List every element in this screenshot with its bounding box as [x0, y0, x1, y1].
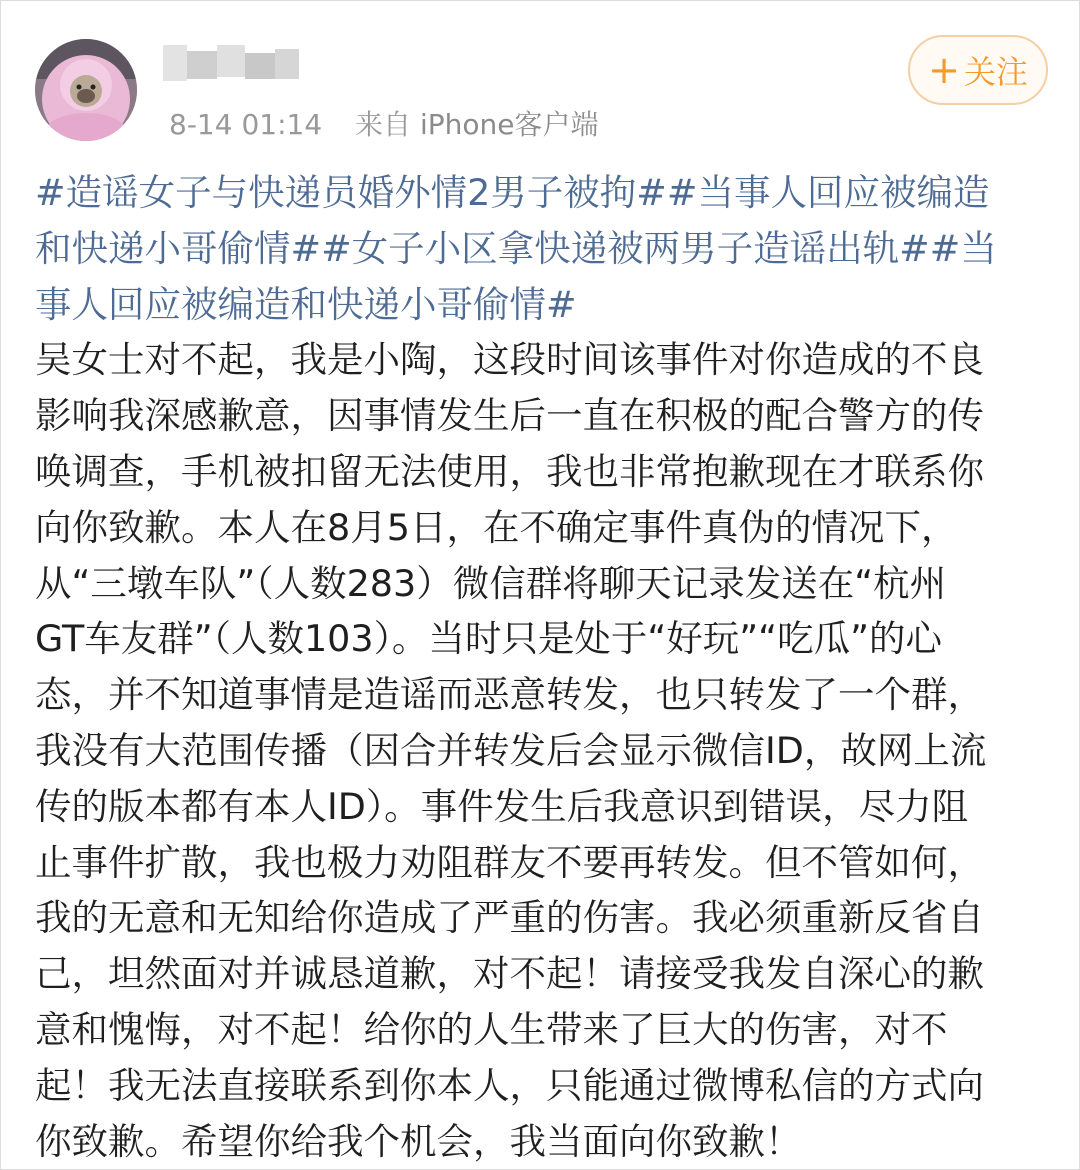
hashtag-line[interactable]: 和快递小哥偷情##女子小区拿快递被两男子造谣出轨##当 [35, 226, 997, 270]
body-line: 我没有大范围传播（因合并转发后会显示微信ID，故网上流 [35, 728, 987, 772]
source-prefix: 来自 [355, 108, 412, 141]
body-line: 向你致歉。本人在8月5日，在不确定事件真伪的情况下， [35, 505, 958, 549]
avatar-dog-icon [35, 39, 137, 141]
avatar[interactable] [35, 39, 137, 141]
body-line: 意和愧悔，对不起！给你的人生带来了巨大的伤害，对不 [35, 1007, 948, 1051]
post-body [35, 332, 1051, 1169]
hashtag-block[interactable] [35, 165, 1051, 332]
post-header [1, 1, 1080, 151]
plus-icon: + [928, 48, 960, 92]
body-line: 我的无意和无知给你造成了严重的伤害。我必须重新反省自 [35, 896, 984, 940]
hashtag-line[interactable]: #造谣女子与快递员婚外情2男子被拘##当事人回应被编造 [35, 171, 990, 214]
body-line: 影响我深感歉意，因事情发生后一直在积极的配合警方的传 [35, 394, 984, 438]
post-content [35, 165, 1051, 1169]
follow-label: 关注 [963, 53, 1028, 91]
body-line: 唤调查，手机被扣留无法使用，我也非常抱歉现在才联系你 [35, 449, 984, 493]
post-meta [169, 103, 598, 143]
username-blurred[interactable] [163, 45, 299, 81]
source-client[interactable]: iPhone客户端 [419, 108, 599, 141]
body-line: 从“三墩车队”（人数283）微信群将聊天记录发送在“杭州 [35, 561, 947, 605]
body-line: 传的版本都有本人ID）。事件发生后我意识到错误，尽力阻 [35, 784, 969, 828]
body-line: 吴女士对不起，我是小陶，这段时间该事件对你造成的不良 [35, 338, 984, 382]
body-line: 止事件扩散，我也极力劝阻群友不要再转发。但不管如何， [35, 840, 984, 884]
follow-button[interactable] [908, 35, 1048, 105]
body-line: 态，并不知道事情是造谣而恶意转发，也只转发了一个群， [35, 673, 984, 717]
hashtag-line[interactable]: 事人回应被编造和快递小哥偷情# [35, 282, 577, 326]
body-line: 起！我无法直接联系到你本人，只能通过微博私信的方式向 [35, 1063, 984, 1107]
body-line: 你致歉。希望你给我个机会，我当面向你致歉！ [35, 1119, 802, 1163]
post-timestamp: 8-14 01:14 [169, 108, 323, 141]
body-line: 己，坦然面对并诚恳道歉，对不起！请接受我发自深心的歉 [35, 952, 984, 996]
body-line: GT车友群”（人数103）。当时只是处于“好玩”“吃瓜”的心 [35, 617, 942, 661]
